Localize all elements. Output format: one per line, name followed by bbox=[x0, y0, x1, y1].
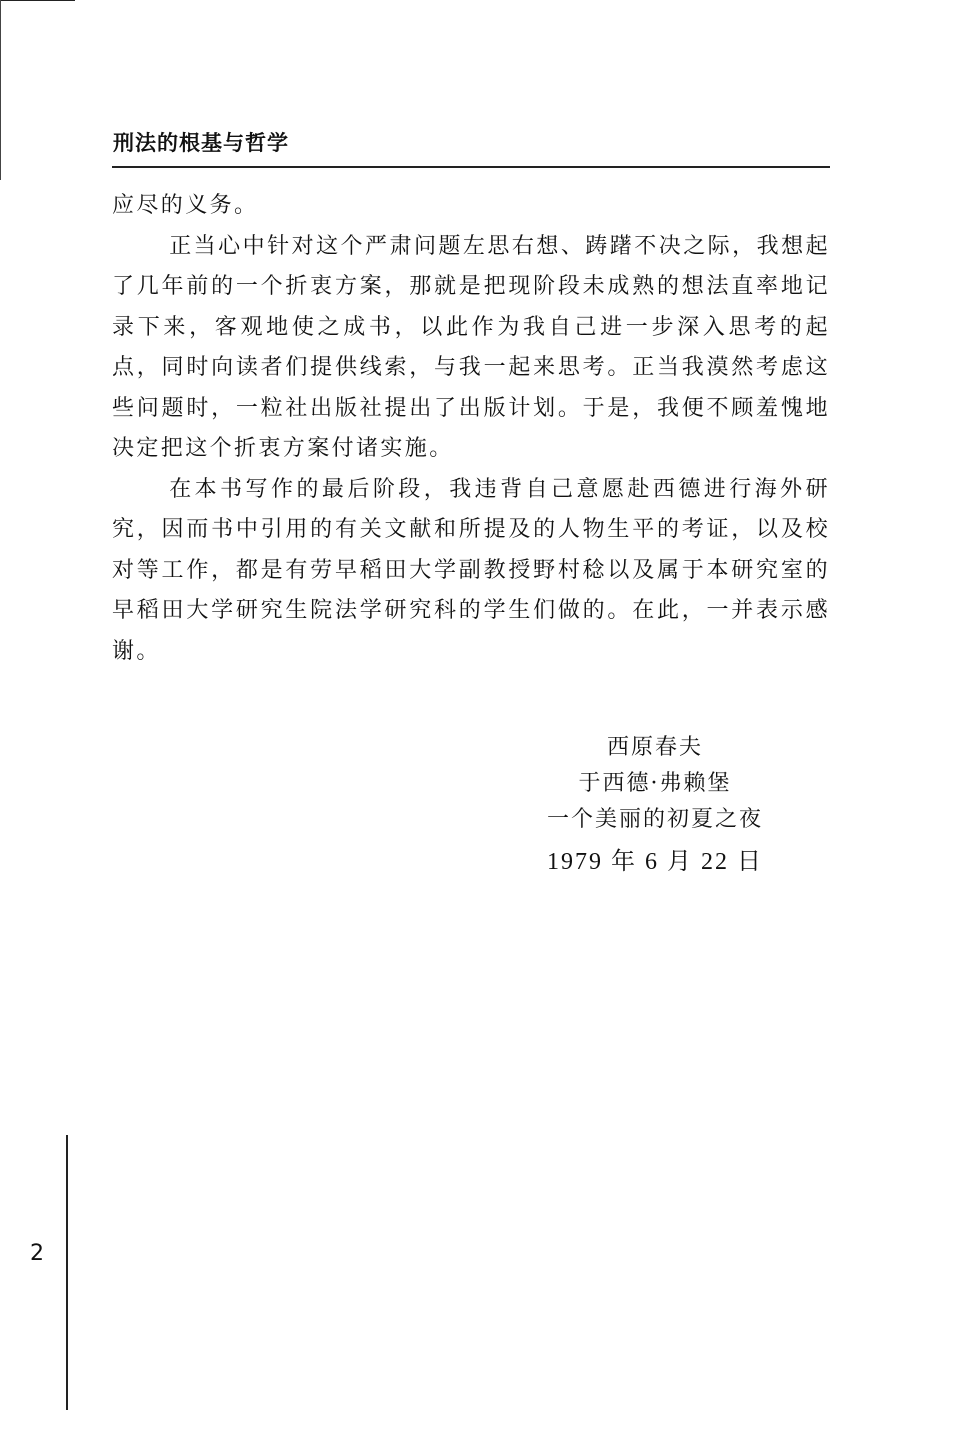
signature-block bbox=[520, 730, 790, 880]
paragraph-acknowledgement: 在本书写作的最后阶段，我违背自己意愿赴西德进行海外研究，因而书中引用的有关文献和所提及的人物生平的考证，以及校对等工作，都是有劳早稻田大学副教授野村稔以及属于本研究室的早稻田大学研究生院法学研究科的学生们做的。在此，一并表示感谢。 bbox=[112, 476, 830, 664]
signature-occasion: 一个美丽的初夏之夜 bbox=[546, 807, 763, 832]
crop-mark bbox=[0, 0, 75, 1]
body-text bbox=[112, 186, 830, 672]
page-number: 2 bbox=[30, 1241, 44, 1266]
header-rule bbox=[112, 166, 830, 168]
signature-date: 1979 年 6 月 22 日 bbox=[547, 849, 763, 875]
paragraph-continuation: 应尽的义务。 bbox=[112, 193, 259, 218]
running-head-title: 刑法的根基与哲学 bbox=[113, 131, 289, 155]
paragraph-decision: 正当心中针对这个严肃问题左思右想、踌躇不决之际，我想起了几年前的一个折衷方案，那就是把现阶段未成熟的想法直率地记录下来，客观地使之成书，以此作为我自己进一步深入思考的起点，同时向读者们提供线索，与我一起来思考。正当我漠然考虑这些问题时，一粒社出版社提出了出版计划。于是，我便不顾羞愧地决定把这个折衷方案付诸实施。 bbox=[112, 233, 830, 461]
page-edge-rule bbox=[0, 0, 1, 180]
margin-rule bbox=[66, 1135, 68, 1410]
signature-place: 于西德·弗赖堡 bbox=[578, 771, 732, 796]
signature-author: 西原春夫 bbox=[606, 735, 703, 760]
